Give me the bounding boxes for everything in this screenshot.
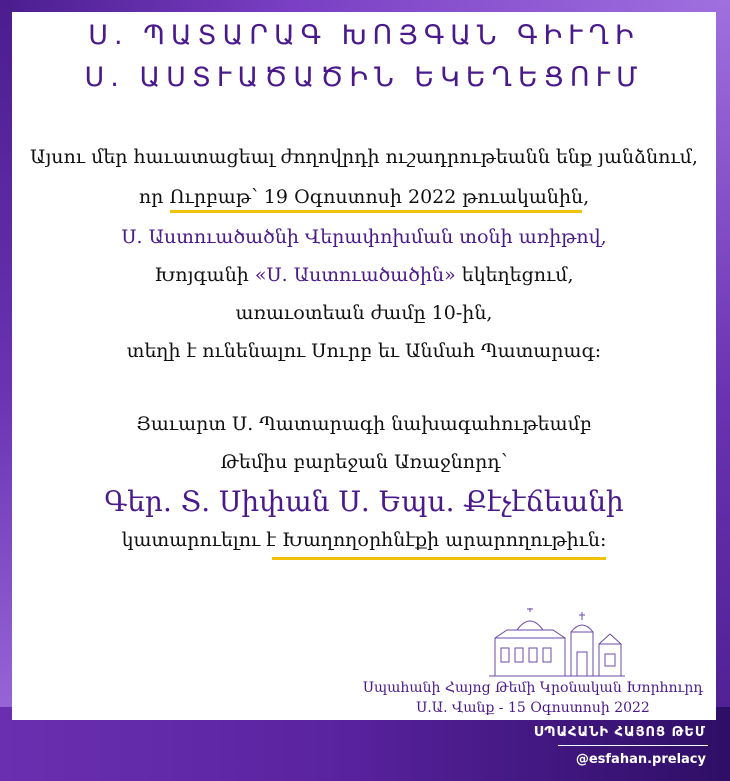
frame-top-border — [0, 0, 730, 12]
brand-divider — [558, 745, 708, 746]
archbishop-name: Գեր. Տ. Սիփան Ս. Եպս. Քէչէճեանի — [104, 485, 624, 518]
brand-label: ՍՊԱՀԱՆԻ ՀԱՅՈՑ ԹԵՄ — [533, 725, 706, 740]
body-line-3: Ս. Աստուածածնի Վերափոխման տօնի առիթով, — [121, 226, 607, 248]
council-name: Սպահանի Հայոց Թեմի Կրօնական Խորհուրդ — [362, 680, 704, 696]
body-line-6: տեղի է ունենալու Սուրբ եւ Անմահ Պատարագ: — [126, 340, 602, 362]
date-highlight-underline — [170, 210, 582, 213]
body-line-4 — [12, 264, 716, 286]
church-name: «Ս. Աստուածածին» — [254, 264, 456, 286]
social-handle[interactable]: @esfahan.prelacy — [575, 752, 706, 767]
body-line-4-prefix: Խոյգանի — [154, 264, 255, 286]
ceremony-name: Խաղողօրհնէքի արարողութիւն: — [282, 529, 607, 551]
church-drawing-icon — [487, 608, 627, 678]
body-line-2 — [12, 186, 716, 208]
frame-left-border — [0, 0, 12, 781]
event-date: Ուրբաթ՝ 19 Օգոստոսի 2022 թուականին, — [169, 186, 590, 208]
body-line-5: առաւօտեան ժամը 10-ին, — [235, 302, 493, 324]
body-line-1: Այսու մեր հաւատացեալ ժողովրդի ուշադրութեանն ենք յանձնում, — [30, 146, 698, 168]
title-line-1: Ս. ՊԱՏԱՐԱԳ ԽՈՅԳԱՆ ԳԻՒՂԻ — [88, 20, 640, 51]
title-line-2: Ս. ԱՍՏՒԱԾԱԾԻՆ ԵԿԵՂԵՑՈՒՄ — [84, 62, 644, 93]
body-line-7: Յաւարտ Ս. Պատարագի նախագահութեամբ — [136, 413, 592, 435]
body-line-4-suffix: եկեղեցում, — [455, 264, 574, 286]
body-line-2-prefix: որ — [138, 186, 170, 208]
ceremony-highlight-underline — [272, 557, 606, 560]
body-line-10 — [12, 529, 716, 551]
body-line-10-prefix: կատարուելու է — [121, 529, 282, 551]
frame-right-border — [716, 0, 730, 781]
body-line-8: Թեմիս բարեջան Առաջնորդ՝ — [220, 451, 508, 473]
place-and-date: Ս.Ա. Վանք - 15 Օգոստոսի 2022 — [416, 700, 650, 716]
